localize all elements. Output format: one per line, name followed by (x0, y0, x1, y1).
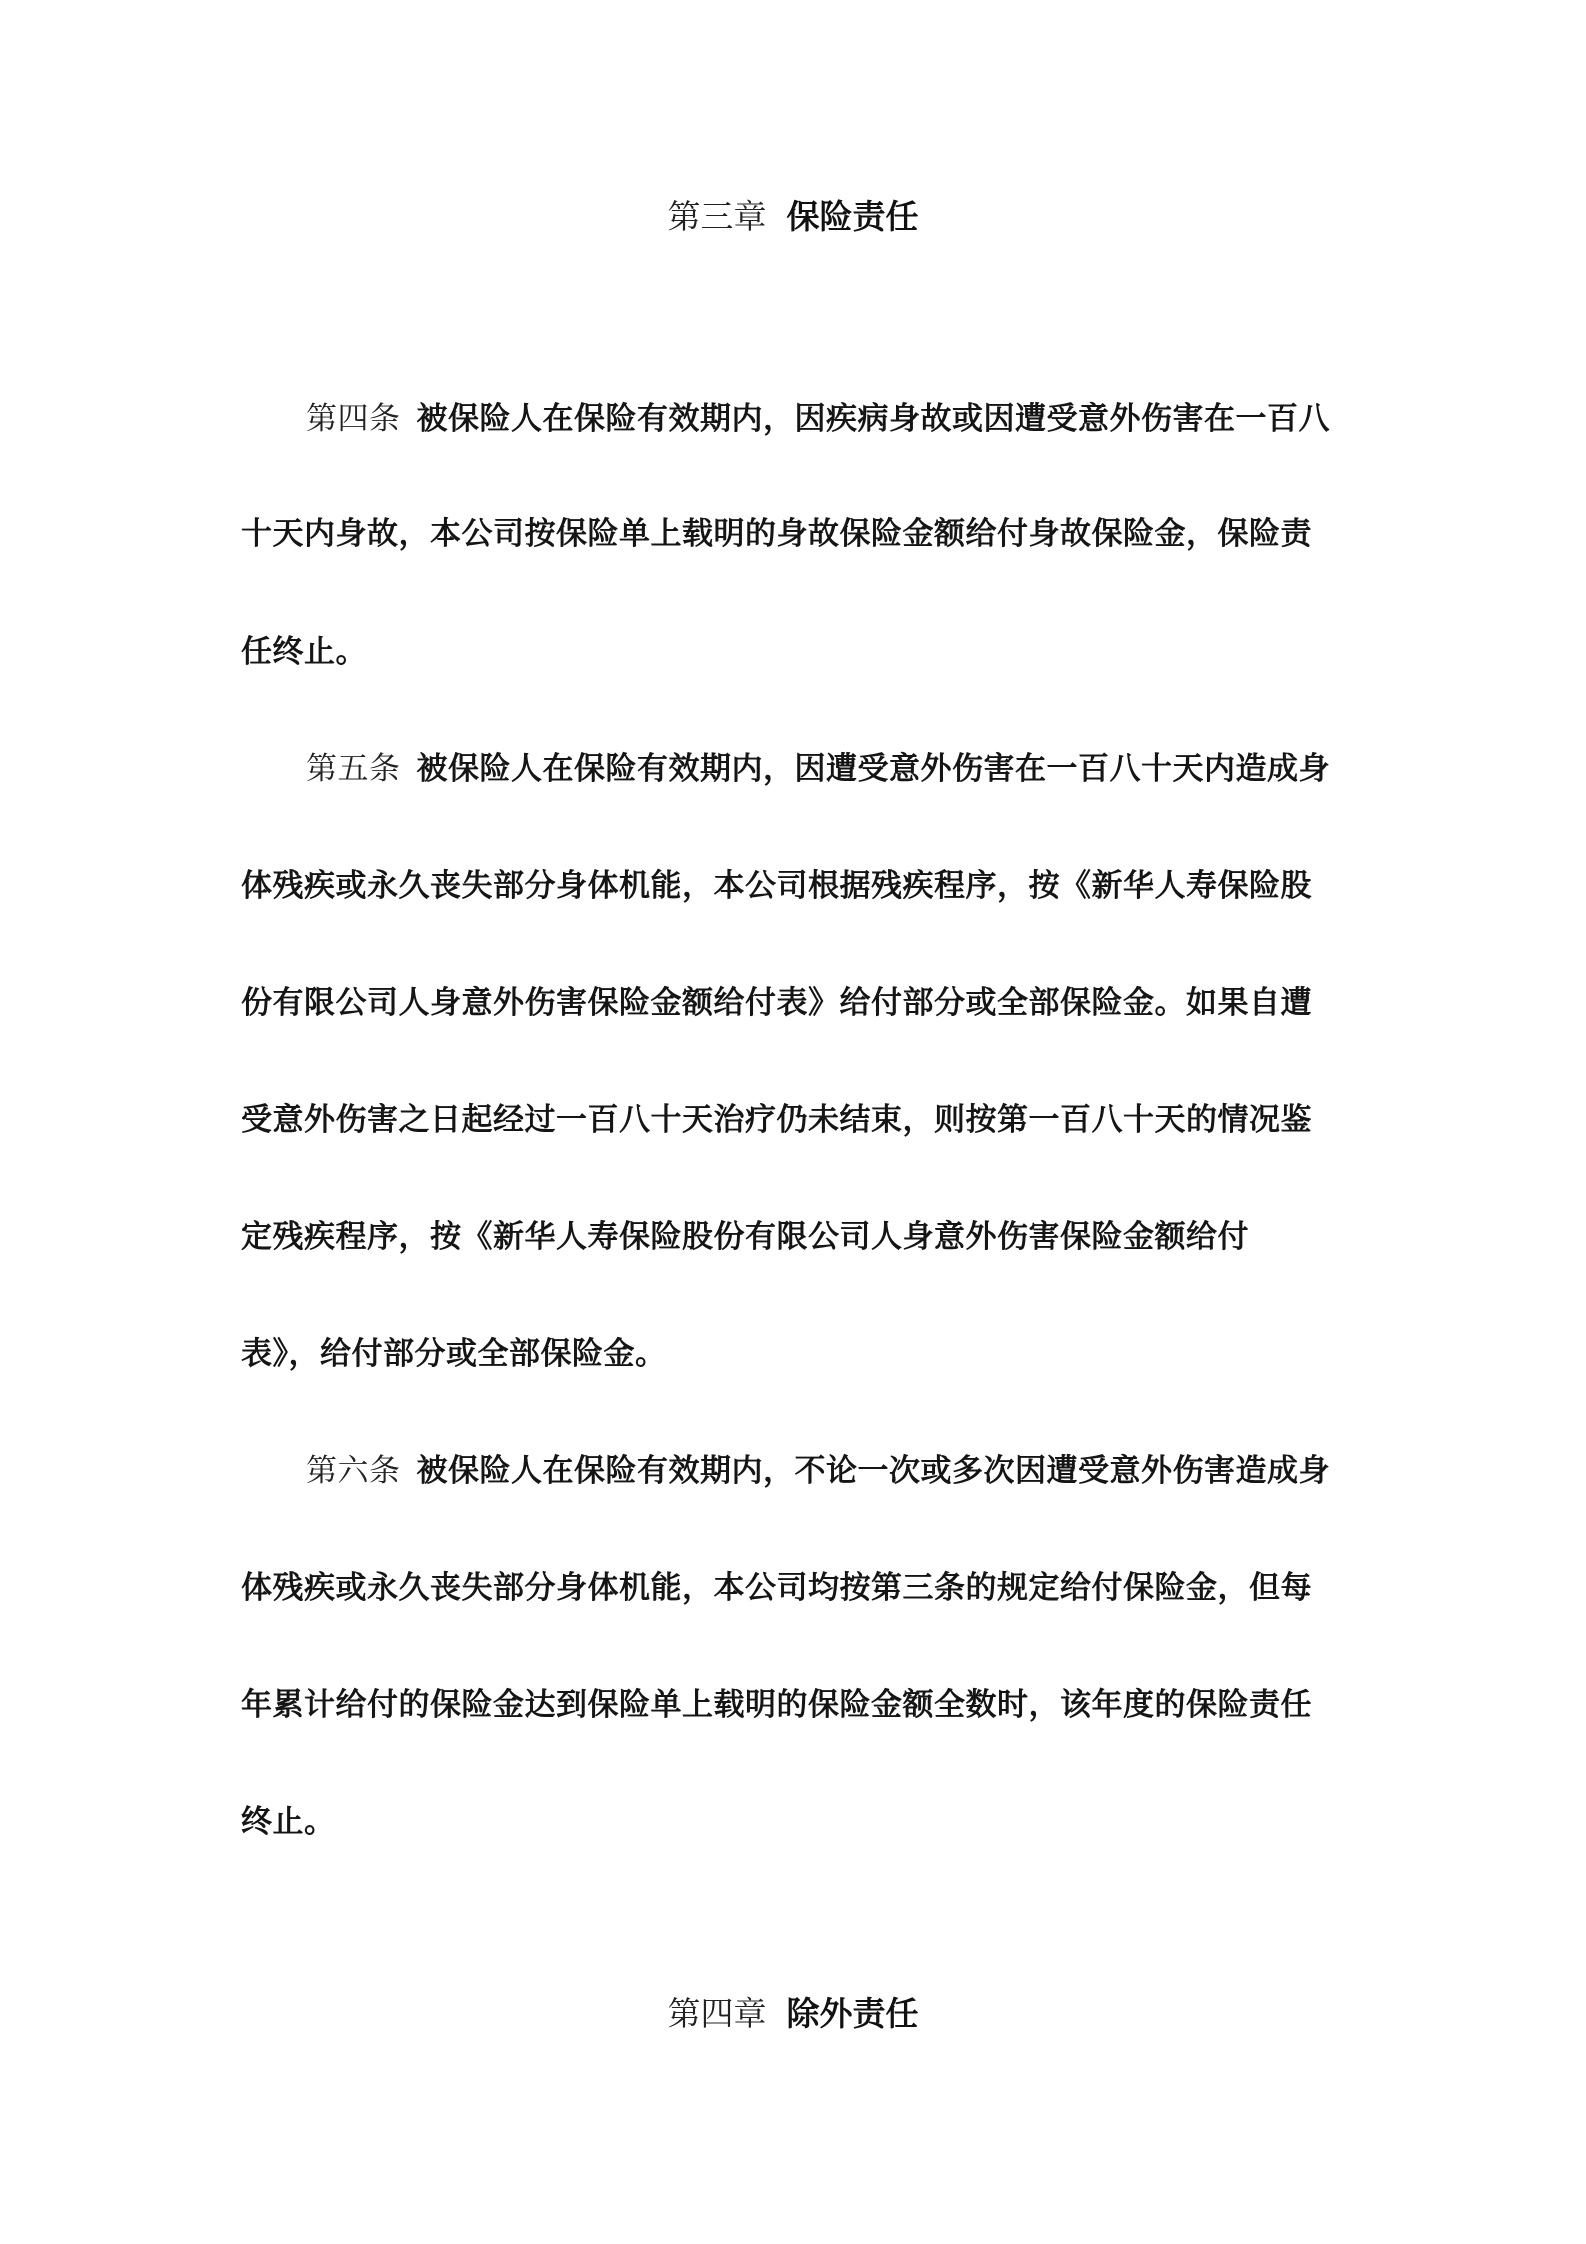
chapter-3-heading (0, 197, 1586, 238)
article-5-line-4: 受意外伤害之日起经过一百八十天治疗仍未结束，则按第一百八十天的情况鉴 (241, 1102, 1312, 1138)
article-6-line-2: 体残疾或永久丧失部分身体机能，本公司均按第三条的规定给付保险金，但每 (241, 1570, 1312, 1606)
article-4-label: 第四条 (306, 401, 401, 437)
article-4-line-2: 十天内身故，本公司按保险单上载明的身故保险金额给付身故保险金，保险责 (241, 516, 1312, 552)
article-5-line-2: 体残疾或永久丧失部分身体机能，本公司根据残疾程序，按《新华人寿保险股 (241, 868, 1312, 904)
chapter-4-heading (0, 1994, 1586, 2035)
chapter-3-title: 保险责任 (786, 197, 919, 236)
article-5-label: 第五条 (306, 751, 401, 787)
chapter-4-number: 第四章 (667, 1994, 767, 2033)
article-4-text-1: 被保险人在保险有效期内，因疾病身故或因遭受意外伤害在一百八 (416, 401, 1330, 437)
article-4-line-3: 任终止。 (241, 634, 367, 670)
article-6-label: 第六条 (306, 1453, 401, 1489)
article-5-line-6: 表》，给付部分或全部保险金。 (241, 1336, 667, 1372)
article-5-text-1: 被保险人在保险有效期内，因遭受意外伤害在一百八十天内造成身 (416, 751, 1330, 787)
chapter-4-title: 除外责任 (786, 1994, 919, 2033)
article-6-line-3: 年累计给付的保险金达到保险单上载明的保险金额全数时，该年度的保险责任 (241, 1687, 1312, 1723)
article-6-text-1: 被保险人在保险有效期内，不论一次或多次因遭受意外伤害造成身 (416, 1453, 1330, 1489)
chapter-3-number: 第三章 (667, 197, 767, 236)
article-6-line-4: 终止。 (241, 1804, 336, 1840)
article-4-line-1 (306, 399, 1330, 439)
article-6-line-1 (306, 1451, 1330, 1491)
article-5-line-5: 定残疾程序，按《新华人寿保险股份有限公司人身意外伤害保险金额给付 (241, 1219, 1249, 1255)
article-5-line-3: 份有限公司人身意外伤害保险金额给付表》给付部分或全部保险金。如果自遭 (241, 985, 1312, 1021)
article-5-line-1 (306, 749, 1330, 789)
